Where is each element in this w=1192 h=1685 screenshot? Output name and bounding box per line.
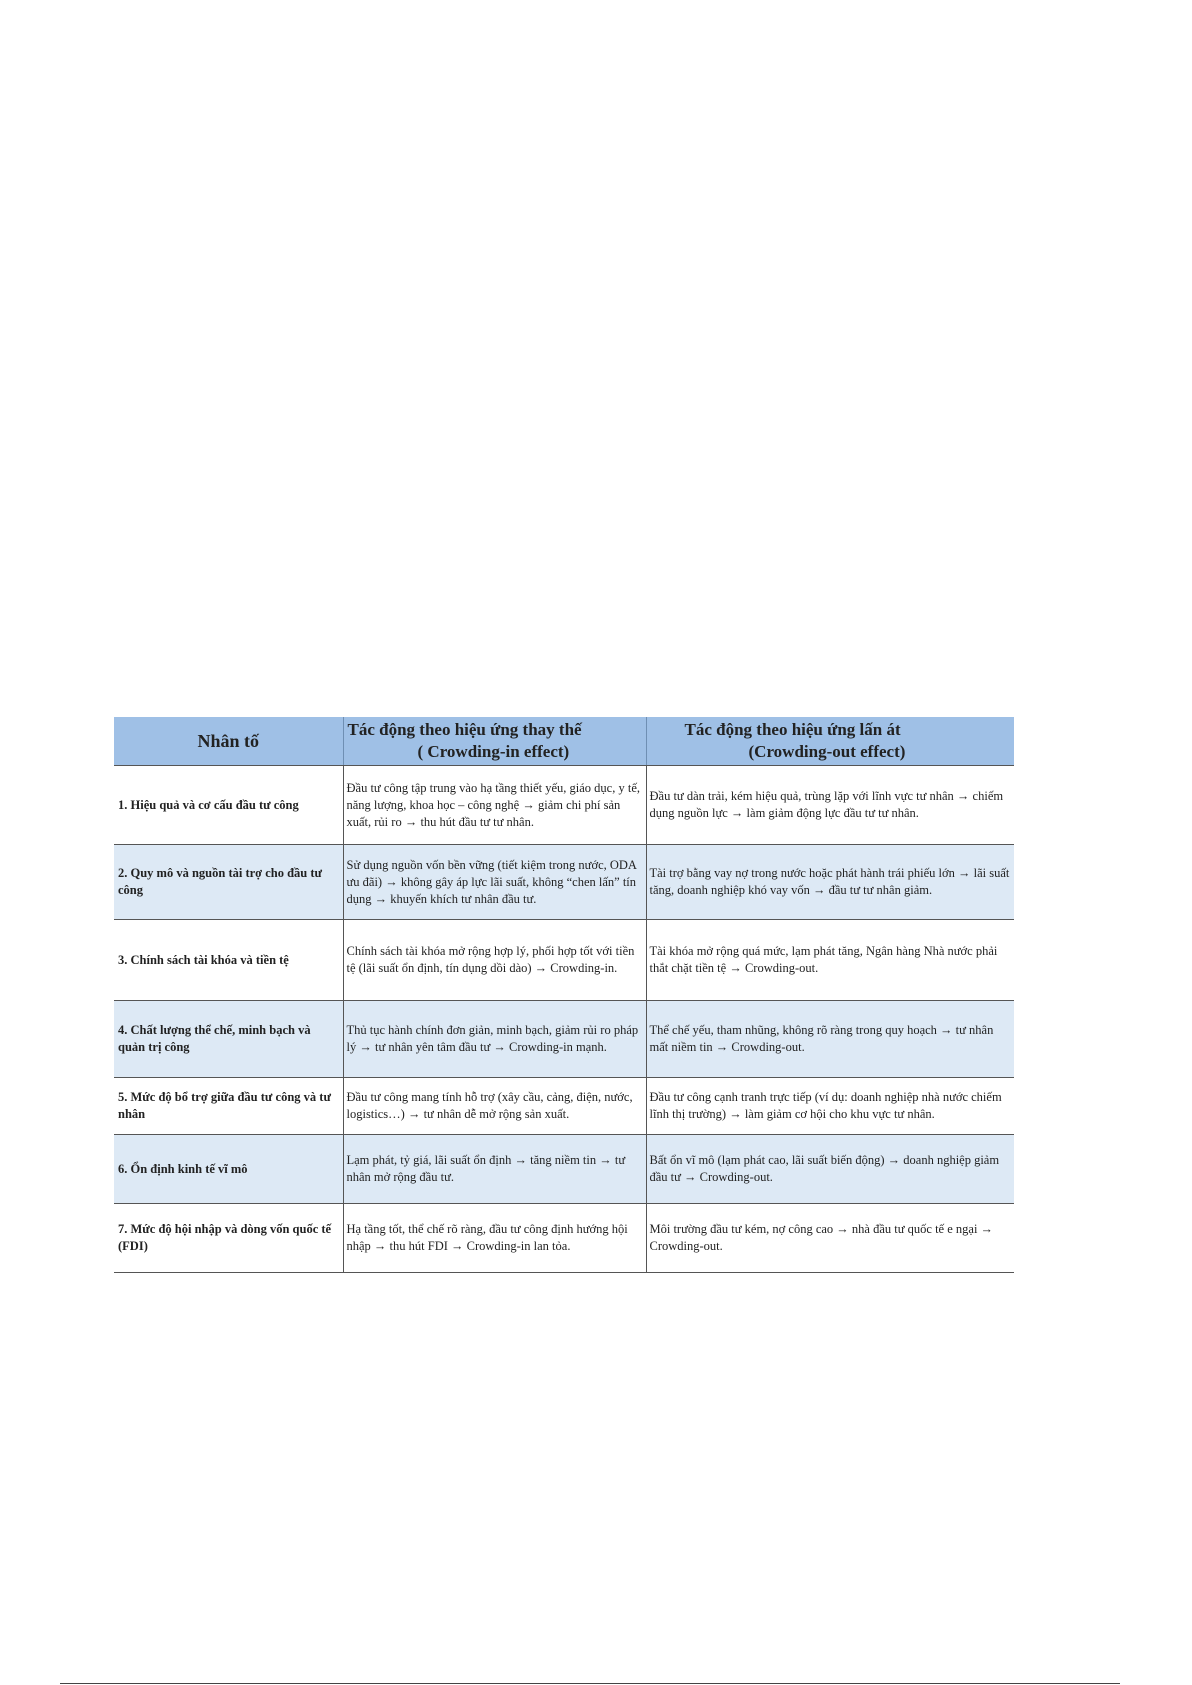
crowding-out-cell: Bất ổn vĩ mô (lạm phát cao, lãi suất biến động) → doanh nghiệp giảm đầu tư → Crowding-out. <box>646 1135 1014 1204</box>
factor-cell: 4. Chất lượng thể chế, minh bạch và quản trị công <box>114 1001 343 1078</box>
table-row <box>114 845 1014 920</box>
crowding-out-cell: Tài trợ bằng vay nợ trong nước hoặc phát hành trái phiếu lớn → lãi suất tăng, doanh nghiệp khó vay vốn → đầu tư tư nhân giảm. <box>646 845 1014 920</box>
table-row <box>114 920 1014 1001</box>
factor-cell: 6. Ổn định kinh tế vĩ mô <box>114 1135 343 1204</box>
table-row <box>114 1204 1014 1273</box>
crowding-in-cell: Thủ tục hành chính đơn giản, minh bạch, giảm rủi ro pháp lý → tư nhân yên tâm đầu tư → Crowding-in mạnh. <box>343 1001 646 1078</box>
header-factor: Nhân tố <box>114 717 343 766</box>
header-crowding-out-title: Tác động theo hiệu ứng lấn át <box>684 720 901 739</box>
table-header-row <box>114 717 1014 766</box>
crowding-out-cell: Đầu tư công cạnh tranh trực tiếp (ví dụ: doanh nghiệp nhà nước chiếm lĩnh thị trường) → làm giảm cơ hội cho khu vực tư nhân. <box>646 1078 1014 1135</box>
crowding-out-cell: Môi trường đầu tư kém, nợ công cao → nhà đầu tư quốc tế e ngại → Crowding-out. <box>646 1204 1014 1273</box>
factor-cell: 3. Chính sách tài khóa và tiền tệ <box>114 920 343 1001</box>
header-crowding-out-subtitle: (Crowding-out effect) <box>748 742 906 761</box>
factor-cell: 7. Mức độ hội nhập và dòng vốn quốc tế (FDI) <box>114 1204 343 1273</box>
crowding-in-cell: Sử dụng nguồn vốn bền vững (tiết kiệm trong nước, ODA ưu đãi) → không gây áp lực lãi suất, không “chen lấn” tín dụng → khuyến khích tư nhân đầu tư. <box>343 845 646 920</box>
factor-cell: 1. Hiệu quả và cơ cấu đầu tư công <box>114 766 343 845</box>
table-row <box>114 1078 1014 1135</box>
crowding-effects-table <box>114 717 1014 1273</box>
header-crowding-in-title: Tác động theo hiệu ứng thay thế <box>347 720 582 739</box>
header-crowding-in <box>343 717 646 766</box>
table-row <box>114 1001 1014 1078</box>
crowding-in-cell: Chính sách tài khóa mở rộng hợp lý, phối hợp tốt với tiền tệ (lãi suất ổn định, tín dụng dồi dào) → Crowding-in. <box>343 920 646 1001</box>
crowding-out-cell: Thể chế yếu, tham nhũng, không rõ ràng trong quy hoạch → tư nhân mất niềm tin → Crowding-out. <box>646 1001 1014 1078</box>
header-crowding-in-subtitle: ( Crowding-in effect) <box>417 742 570 761</box>
comparison-table-container <box>114 717 1014 1273</box>
crowding-in-cell: Lạm phát, tỷ giá, lãi suất ổn định → tăng niềm tin → tư nhân mở rộng đầu tư. <box>343 1135 646 1204</box>
crowding-out-cell: Đầu tư dàn trải, kém hiệu quả, trùng lặp với lĩnh vực tư nhân → chiếm dụng nguồn lực → làm giảm động lực đầu tư tư nhân. <box>646 766 1014 845</box>
factor-cell: 2. Quy mô và nguồn tài trợ cho đầu tư công <box>114 845 343 920</box>
table-row <box>114 766 1014 845</box>
page-footer-rule <box>60 1683 1120 1684</box>
crowding-in-cell: Đầu tư công mang tính hỗ trợ (xây cầu, cảng, điện, nước, logistics…) → tư nhân dễ mở rộng sản xuất. <box>343 1078 646 1135</box>
crowding-out-cell: Tài khóa mở rộng quá mức, lạm phát tăng, Ngân hàng Nhà nước phải thắt chặt tiền tệ → Crowding-out. <box>646 920 1014 1001</box>
crowding-in-cell: Hạ tầng tốt, thể chế rõ ràng, đầu tư công định hướng hội nhập → thu hút FDI → Crowding-in lan tỏa. <box>343 1204 646 1273</box>
table-row <box>114 1135 1014 1204</box>
crowding-in-cell: Đầu tư công tập trung vào hạ tầng thiết yếu, giáo dục, y tế, năng lượng, khoa học – công nghệ → giảm chi phí sản xuất, rủi ro → thu hút đầu tư tư nhân. <box>343 766 646 845</box>
factor-cell: 5. Mức độ bổ trợ giữa đầu tư công và tư nhân <box>114 1078 343 1135</box>
header-crowding-out <box>646 717 1014 766</box>
